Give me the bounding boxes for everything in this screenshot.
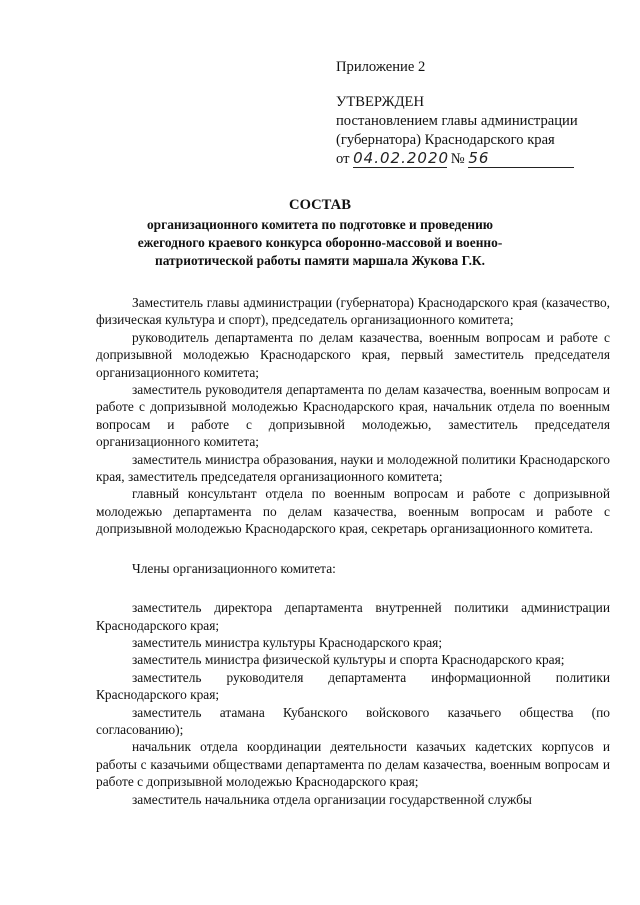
date-field — [353, 149, 450, 168]
title-line-1: организационного комитета по подготовке и проведению — [146, 217, 494, 232]
leadership-item: руководитель департамента по делам казачества, военным вопросам и работе с допризывной молодежью Краснодарского края, первый заместитель председателя организационного комитета; — [96, 329, 610, 380]
title-heading: СОСТАВ — [289, 197, 351, 213]
approval-line-2: (губернатора) Краснодарского края — [336, 132, 555, 148]
document-title — [90, 196, 550, 270]
member-item: заместитель начальника отдела организации государственной службы — [132, 791, 532, 807]
title-line-2: ежегодного краевого конкурса оборонно-массовой и военно- — [137, 235, 503, 250]
member-item: начальник отдела координации деятельности казачьих кадетских корпусов и работы с казачьими обществами департамента по делам казачества, военным вопросам и работе с допризывной молодежью Краснодарского края; — [96, 739, 610, 790]
leadership-item: Заместитель главы администрации (губернатора) Краснодарского края (казачество, физическая культура и спорт), председатель организационного комитета; — [96, 295, 610, 328]
leadership-item: заместитель министра образования, науки и молодежной политики Краснодарского края, заместитель председателя организационного комитета; — [96, 451, 610, 485]
member-item: заместитель министра физической культуры и спорта Краснодарского края; — [132, 652, 565, 668]
number-field — [468, 151, 574, 168]
title-line-3: патриотической работы памяти маршала Жукова Г.К. — [154, 253, 485, 268]
leadership-item: главный консультант отдела по военным вопросам и работе с допризывной молодежью департамента по делам казачества, военным вопросам и работе с допризывной молодежью Краснодарского края, секретарь организационного комитета. — [96, 486, 610, 537]
date-prefix: от — [336, 151, 350, 167]
appendix-label: Приложение 2 — [336, 59, 426, 75]
approval-line-1: постановлением главы администрации — [336, 113, 578, 129]
document-body — [96, 294, 610, 808]
approval-block — [336, 58, 616, 169]
approval-date-row — [336, 150, 616, 169]
leadership-item: заместитель руководителя департамента по делам казачества, военным вопросам и работе с допризывной молодежью Краснодарского края, начальник отдела по военным вопросам и работе с допризывной молодежью, заместитель председателя организационного комитета; — [96, 382, 610, 450]
member-item: заместитель руководителя департамента информационной политики Краснодарского края; — [96, 669, 610, 703]
handwritten-date: 04.02.2020 — [353, 149, 450, 167]
approved-label: УТВЕРЖДЕН — [336, 94, 424, 110]
handwritten-number: 56 — [468, 149, 490, 167]
member-item: заместитель директора департамента внутренней политики администрации Краснодарского края; — [96, 600, 610, 633]
members-heading: Члены организационного комитета: — [132, 560, 336, 576]
number-label: № — [450, 151, 465, 167]
member-item: заместитель министра культуры Краснодарского края; — [132, 634, 443, 650]
member-item: заместитель атамана Кубанского войскового казачьего общества (по согласованию); — [96, 704, 610, 737]
